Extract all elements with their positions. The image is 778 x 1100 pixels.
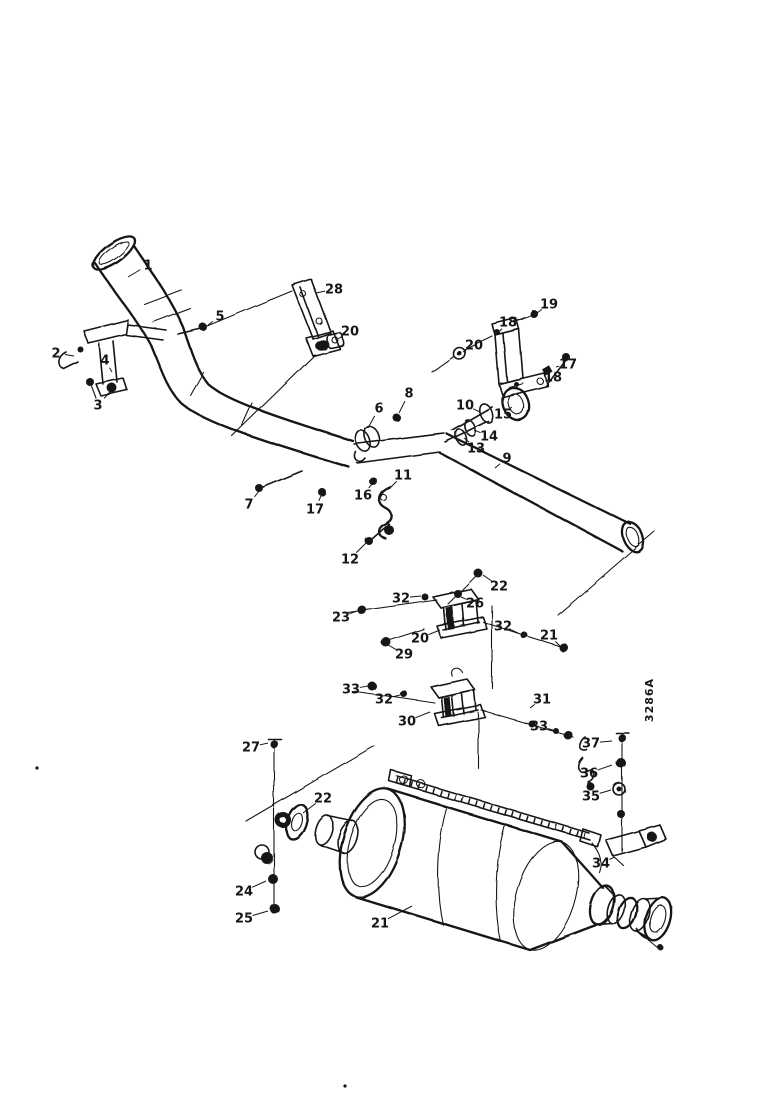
callout-leader <box>356 543 366 553</box>
part-number-label: 29 <box>394 647 414 663</box>
part-number-label: 20 <box>340 324 360 340</box>
part-number-label: 21 <box>370 916 390 932</box>
callout-leader <box>128 270 140 277</box>
part-number-label: 10 <box>455 398 475 414</box>
front-hanger-bracket <box>232 279 344 436</box>
part-number-label: 20 <box>464 338 484 354</box>
callout-leader <box>600 741 612 742</box>
callout-leader <box>110 368 112 372</box>
part-number-label: 7 <box>244 497 254 513</box>
part-number-label: 18 <box>498 315 518 331</box>
part-number-label: 22 <box>489 579 509 595</box>
part-number-label: 24 <box>234 884 254 900</box>
part-number-label: 8 <box>404 386 414 402</box>
part-number-label: 20 <box>410 631 430 647</box>
scan-speck <box>343 1084 346 1087</box>
callout-leader <box>495 464 500 468</box>
callout-leader <box>254 491 259 497</box>
part-number-label: 15 <box>493 407 513 423</box>
part-number-label: 11 <box>393 468 413 484</box>
part-number-label: 22 <box>313 791 333 807</box>
callout-leader <box>253 911 268 915</box>
callout-leader <box>415 712 430 718</box>
part-number-label: 14 <box>479 429 499 445</box>
part-number-label: 34 <box>591 856 611 872</box>
part-number-label: 9 <box>502 451 512 467</box>
upper-mount-bracket <box>344 569 569 689</box>
part-number-label: 32 <box>493 619 513 635</box>
callout-leader <box>600 790 611 793</box>
front-flange-bracket <box>59 320 166 398</box>
scan-speck <box>35 766 38 769</box>
part-number-label: 16 <box>353 488 373 504</box>
part-number-label: 26 <box>465 596 485 612</box>
part-number-label: 3 <box>93 398 103 414</box>
callout-leader <box>609 857 615 859</box>
part-number-label: 5 <box>215 309 225 325</box>
part-number-label: 33 <box>529 719 549 735</box>
callout-leader <box>393 695 400 697</box>
part-number-label: 12 <box>340 552 360 568</box>
callout-leader <box>252 881 266 887</box>
callout-leader <box>260 743 268 745</box>
part-number-label: 32 <box>374 692 394 708</box>
part-number-label: 1 <box>143 258 153 274</box>
hook-hanger <box>255 471 394 545</box>
part-number-label: 23 <box>331 610 351 626</box>
callout-leader <box>360 686 368 687</box>
lower-mount-bracket <box>352 668 573 768</box>
part-number-label: 13 <box>466 441 486 457</box>
intermediate-pipe <box>440 434 655 615</box>
front-downpipe <box>88 231 353 467</box>
callout-leader <box>319 496 321 501</box>
flange-bolt-5 <box>178 291 292 334</box>
part-number-label: 32 <box>391 591 411 607</box>
callout-leader <box>399 401 405 413</box>
part-number-label: 35 <box>581 789 601 805</box>
callout-leader <box>65 354 74 356</box>
callout-leader <box>316 291 325 293</box>
part-number-label: 21 <box>539 628 559 644</box>
callout-leader <box>369 484 372 488</box>
part-number-label: 36 <box>579 766 599 782</box>
line-art <box>59 231 676 958</box>
part-number-label: 33 <box>341 682 361 698</box>
part-number-label: 17 <box>305 502 325 518</box>
tailpipe-tip <box>614 894 676 950</box>
part-number-label: 28 <box>324 282 344 298</box>
part-number-label: 2 <box>51 346 61 362</box>
callout-leader <box>428 630 440 635</box>
figure-code: 3286A <box>643 677 656 723</box>
part-number-label: 6 <box>374 401 384 417</box>
part-number-label: 17 <box>558 357 578 373</box>
part-number-label: 19 <box>539 297 559 313</box>
part-number-label: 30 <box>397 714 417 730</box>
part-number-label: 31 <box>532 692 552 708</box>
part-number-label: 37 <box>581 736 601 752</box>
part-number-label: 27 <box>241 740 261 756</box>
callout-leader <box>410 596 421 597</box>
part-number-label: 25 <box>234 911 254 927</box>
part-number-label: 18 <box>543 370 563 386</box>
callout-layer <box>51 259 615 932</box>
callout-leader <box>598 765 612 770</box>
scan-artifacts <box>35 766 346 1087</box>
part-number-label: 4 <box>100 353 110 369</box>
